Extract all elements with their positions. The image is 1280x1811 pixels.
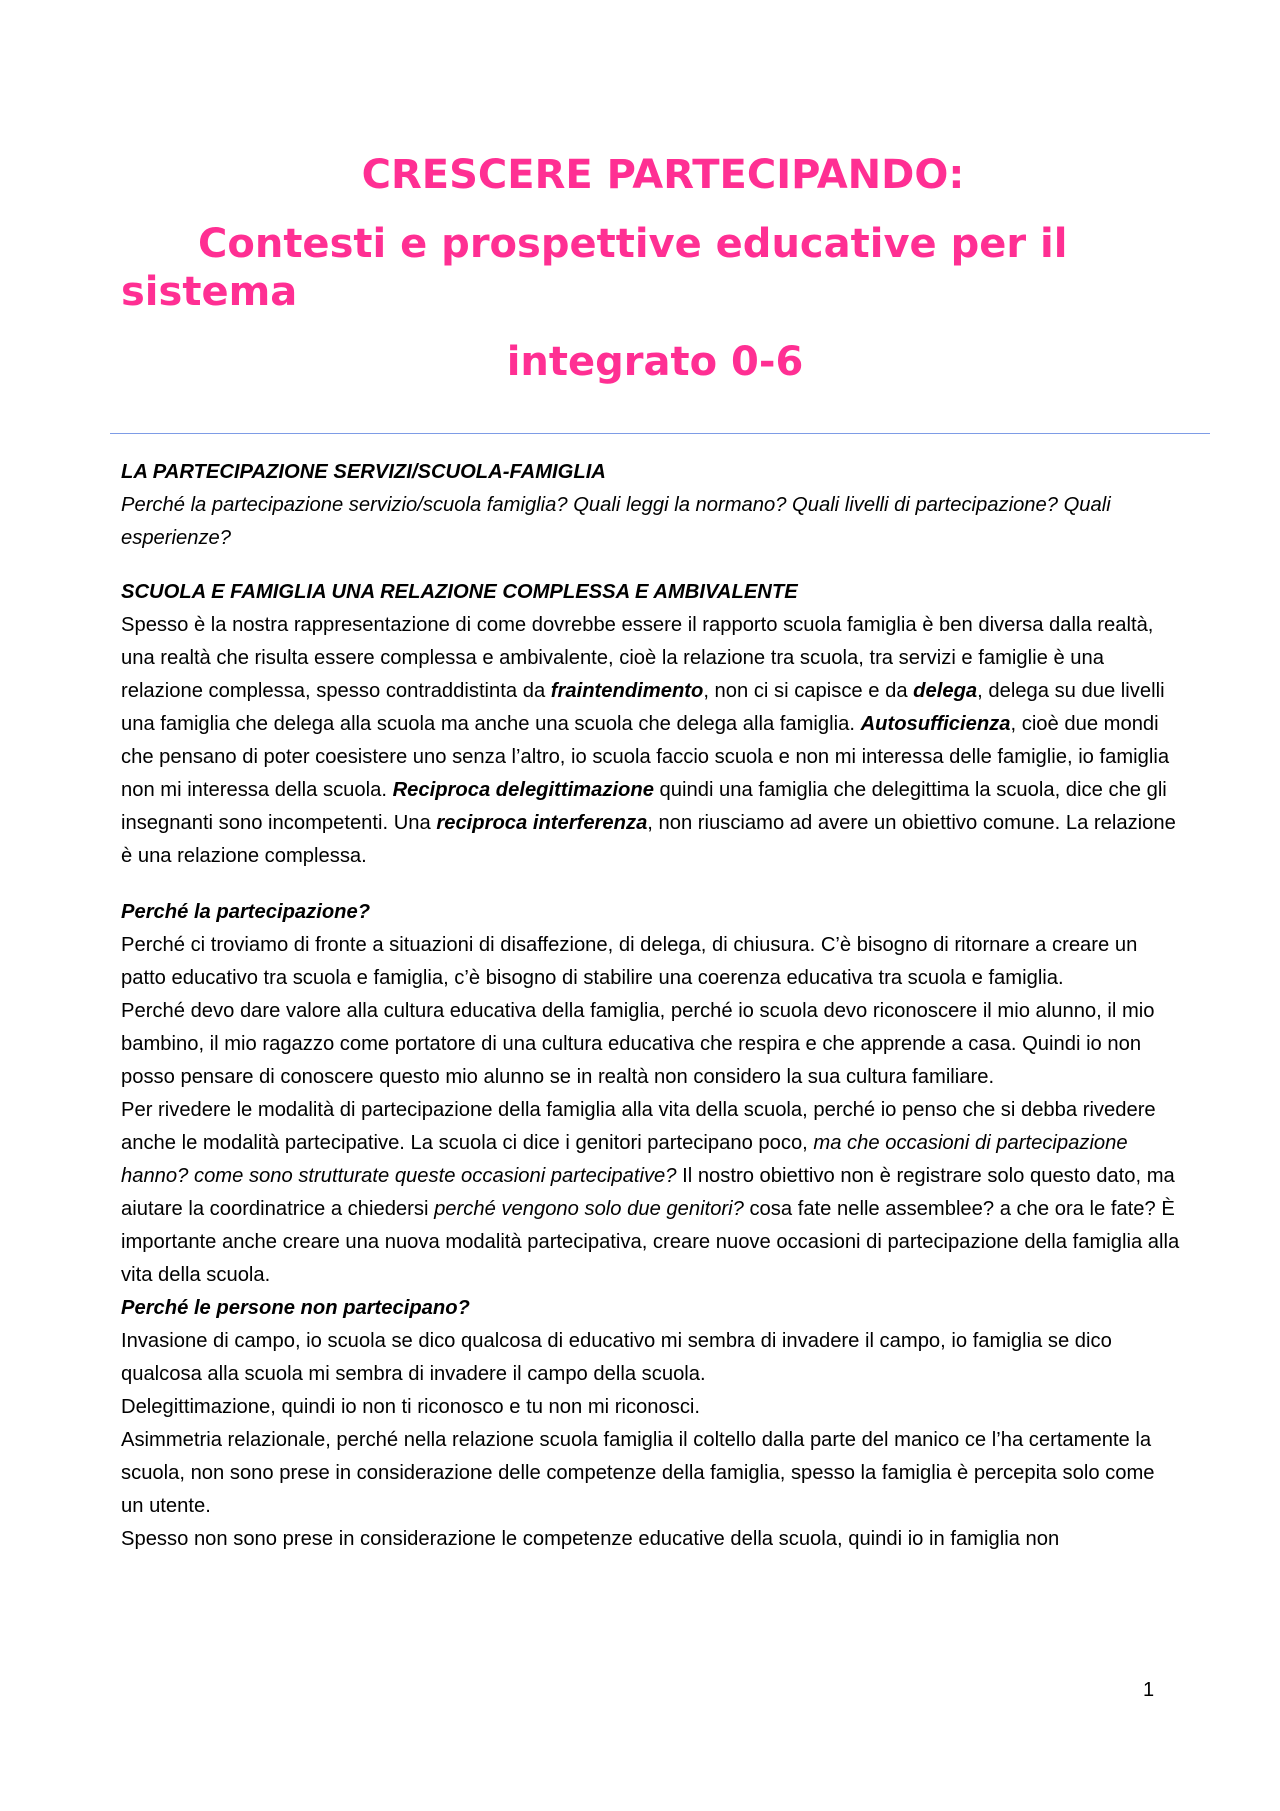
- paragraph-relazione: Spesso è la nostra rappresentazione di come dovrebbe essere il rapporto scuola famiglia è ben diversa dalla realtà, una realtà che risulta essere complessa e ambivalente, cioè la relazione tra scuola, tra servizi e famiglie è una relazione complessa, spesso contraddistinta da fraintendimento, non ci si capisce e da delega, delega su due livelli una famiglia che delega alla scuola ma anche una scuola che delega alla famiglia. Autosufficienza, cioè due mondi che pensano di poter coesistere uno senza l’altro, io scuola faccio scuola e non mi interessa delle famiglie, io famiglia non mi interessa della scuola. Reciproca delegittimazione quindi una famiglia che delegittima la scuola, dice che gli insegnanti sono incompetenti. Una reciproca interferenza, non riusciamo ad avere un obiettivo comune. La relazione è una relazione complessa.: [121, 614, 1176, 867]
- paragraph: Asimmetria relazionale, perché nella relazione scuola famiglia il coltello dalla parte del manico ce l’ha certamente la scuola, non sono prese in considerazione delle competenze della famiglia, spesso la famiglia è percepita solo come un utente.: [121, 1429, 1155, 1517]
- title-line-3: integrato 0-6: [506, 339, 804, 385]
- term-interferenza: reciproca interferenza: [436, 812, 648, 834]
- document-body: [121, 456, 1181, 1556]
- title-line-2: Contesti e prospettive educative per il: [198, 221, 1068, 267]
- section-heading-relazione: SCUOLA E FAMIGLIA UNA RELAZIONE COMPLESSA E AMBIVALENTE: [121, 581, 798, 603]
- paragraph: Perché devo dare valore alla cultura educativa della famiglia, perché io scuola devo riconoscere il mio alunno, il mio bambino, il mio ragazzo come portatore di una cultura educativa che respira e che apprende a casa. Quindi io non posso pensare di conoscere questo mio alunno se in realtà non considero la sua cultura familiare.: [121, 1000, 1155, 1088]
- section-heading-non-partecipano: Perché le persone non partecipano?: [121, 1297, 470, 1319]
- page-number: 1: [1143, 1679, 1155, 1701]
- section-heading-perche-partecipazione: Perché la partecipazione?: [121, 901, 371, 923]
- term-delega: delega: [913, 680, 978, 702]
- paragraph: Spesso non sono prese in considerazione le competenze educative della scuola, quindi io in famiglia non: [121, 1528, 1060, 1550]
- term-delegittimazione: Reciproca delegittimazione: [392, 779, 654, 801]
- paragraph: Invasione di campo, io scuola se dico qualcosa di educativo mi sembra di invadere il campo, io famiglia se dico qualcosa alla scuola mi sembra di invadere il campo della scuola.: [121, 1330, 1112, 1385]
- term-fraintendimento: fraintendimento: [550, 680, 704, 702]
- term-autosufficienza: Autosufficienza: [860, 713, 1011, 735]
- section-heading-partecipazione: LA PARTECIPAZIONE SERVIZI/SCUOLA-FAMIGLIA: [121, 461, 606, 483]
- paragraph: Per rivedere le modalità di partecipazione della famiglia alla vita della scuola, perché io penso che si debba rivedere anche le modalità partecipative. La scuola ci dice i genitori partecipano poco, ma che occasioni di partecipazione hanno? come sono strutturate queste occasioni partecipative? Il nostro obiettivo non è registrare solo questo dato, ma aiutare la coordinatrice a chiedersi perché vengono solo due genitori? cosa fate nelle assemblee? a che ora le fate? È importante anche creare una nuova modalità partecipativa, creare nuove occasioni di partecipazione della famiglia alla vita della scuola.: [121, 1099, 1180, 1286]
- section-intro: Perché la partecipazione servizio/scuola famiglia? Quali leggi la normano? Quali livelli di partecipazione? Quali esperienze?: [121, 494, 1111, 549]
- title-line-1: CRESCERE PARTECIPANDO:: [361, 152, 965, 198]
- title-divider: [110, 433, 1210, 434]
- paragraph: Delegittimazione, quindi io non ti riconosco e tu non mi riconosci.: [121, 1396, 701, 1418]
- paragraph: Perché ci troviamo di fronte a situazioni di disaffezione, di delega, di chiusura. C’è bisogno di ritornare a creare un patto educativo tra scuola e famiglia, c’è bisogno di stabilire una coerenza educativa tra scuola e famiglia.: [121, 934, 1138, 989]
- title-line-2-continued: sistema: [121, 269, 298, 315]
